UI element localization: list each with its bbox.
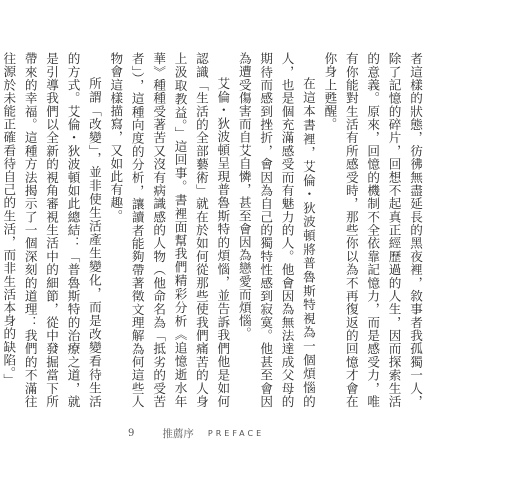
paragraph: 所謂「改變」，並非使生活產生變化，而是改變看待生活的方式。艾倫・狄波頓如此總結：「普魯斯特的治療之道，就是引導我們以全新的視角審視生活中的細節，從中發掘當下所帶來的幸福。這種方法揭示了一個深刻的道理：我們的不滿往往源於未能正確看待自己的生活，而非生活本身的缺陷。」 (1, 52, 102, 408)
section-label: PREFACE (207, 429, 265, 438)
paragraph: 艾倫・狄波頓呈現普魯斯特的煩惱，並告訴我們他是如何認識「生活的全部藝術」就在於如何從那些使我們痛苦的人身上汲取教益。」這回事。書裡面幫我們精彩分析《追憶逝水年華》種種受著苦又沒有病識感的人物（他命名為「抵劣的受苦者」），這種向度的分析，讓讀者能夠帶著徵文理解為何這些人物會這樣描寫，又如此有趣。 (108, 52, 231, 408)
page-number: 9 (128, 428, 135, 439)
section-title: 推薦序 (162, 428, 194, 440)
paragraph: 者這樣的狀態，彷彿無盡延長的黑夜裡，敘事者我孤獨一人，除了記憶的碎片，回想不起真正經歷過的人生，因而探索生活的意義。原來，回憶的機制不全依靠記憶力，而是感受力，唯有你能對生活有所感受時，那些你以為不再復返的回憶才會在你身上甦醒。 (322, 52, 423, 408)
body-text (0, 52, 426, 408)
paragraph: 在這本書裡，艾倫・狄波頓將普魯斯特視為一個煩惱的人，也是個充滿感受而有魅力的人。他會因為無法達成父母的期待而感到挫折，會因為自己的獨特性感到寂寞。他甚至會因為遭受傷害而自艾自憐，甚至會因為戀愛而煩惱。 (236, 52, 316, 408)
page-footer (128, 426, 264, 441)
